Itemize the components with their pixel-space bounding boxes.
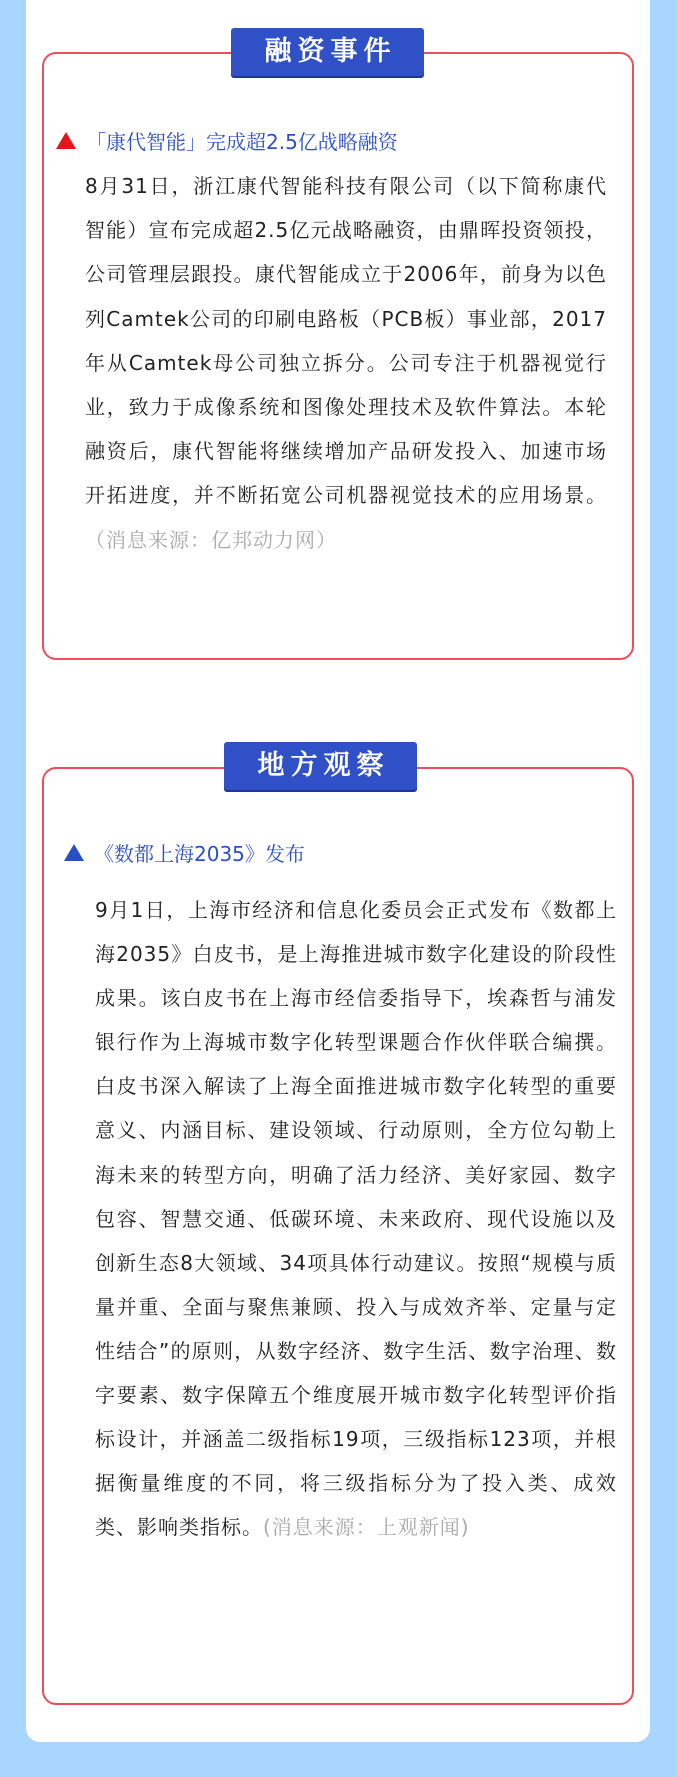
headline-text: 《数都上海2035》发布 bbox=[94, 842, 305, 866]
triangle-marker-icon bbox=[56, 132, 76, 149]
news-headline-local bbox=[64, 838, 305, 867]
news-headline-financing bbox=[56, 126, 398, 155]
news-paragraph: 8月31日，浙江康代智能科技有限公司（以下简称康代智能）宣布完成超2.5亿元战略融资，由鼎晖投资领投，公司管理层跟投。康代智能成立于2006年，前身为以色列Camtek公司的印刷电路板（PCB板）事业部，2017年从Camtek母公司独立拆分。公司专注于机器视觉行业，致力于成像系统和图像处理技术及软件算法。本轮融资后，康代智能将继续增加产品研发投入、加速市场开拓进度，并不断拓宽公司机器视觉技术的应用场景。 bbox=[85, 174, 607, 508]
headline-text: 「康代智能」完成超2.5亿战略融资 bbox=[86, 130, 398, 154]
section-title-financing: 融资事件 bbox=[231, 28, 424, 76]
news-source: (消息来源：上观新闻) bbox=[263, 1515, 470, 1540]
news-body-financing bbox=[85, 164, 607, 562]
triangle-marker-icon bbox=[64, 844, 84, 861]
news-source: （消息来源：亿邦动力网） bbox=[85, 527, 337, 552]
news-paragraph: 9月1日，上海市经济和信息化委员会正式发布《数都上海2035》白皮书，是上海推进城市数字化建设的阶段性成果。该白皮书在上海市经信委指导下，埃森哲与浦发银行作为上海城市数字化转型课题合作伙伴联合编撰。白皮书深入解读了上海全面推进城市数字化转型的重要意义、内涵目标、建设领域、行动原则，全方位勾勒上海未来的转型方向，明确了活力经济、美好家园、数字包容、智慧交通、低碳环境、未来政府、现代设施以及创新生态8大领域、34项具体行动建议。按照“规模与质量并重、全面与聚焦兼顾、投入与成效齐举、定量与定性结合”的原则，从数字经济、数字生活、数字治理、数字要素、数字保障五个维度展开城市数字化转型评价指标设计，并涵盖二级指标19项，三级指标123项，并根据衡量维度的不同，将三级指标分为了投入类、成效类、影响类指标。 bbox=[95, 898, 617, 1540]
news-body-local bbox=[95, 888, 617, 1549]
section-title-local: 地方观察 bbox=[224, 742, 417, 790]
